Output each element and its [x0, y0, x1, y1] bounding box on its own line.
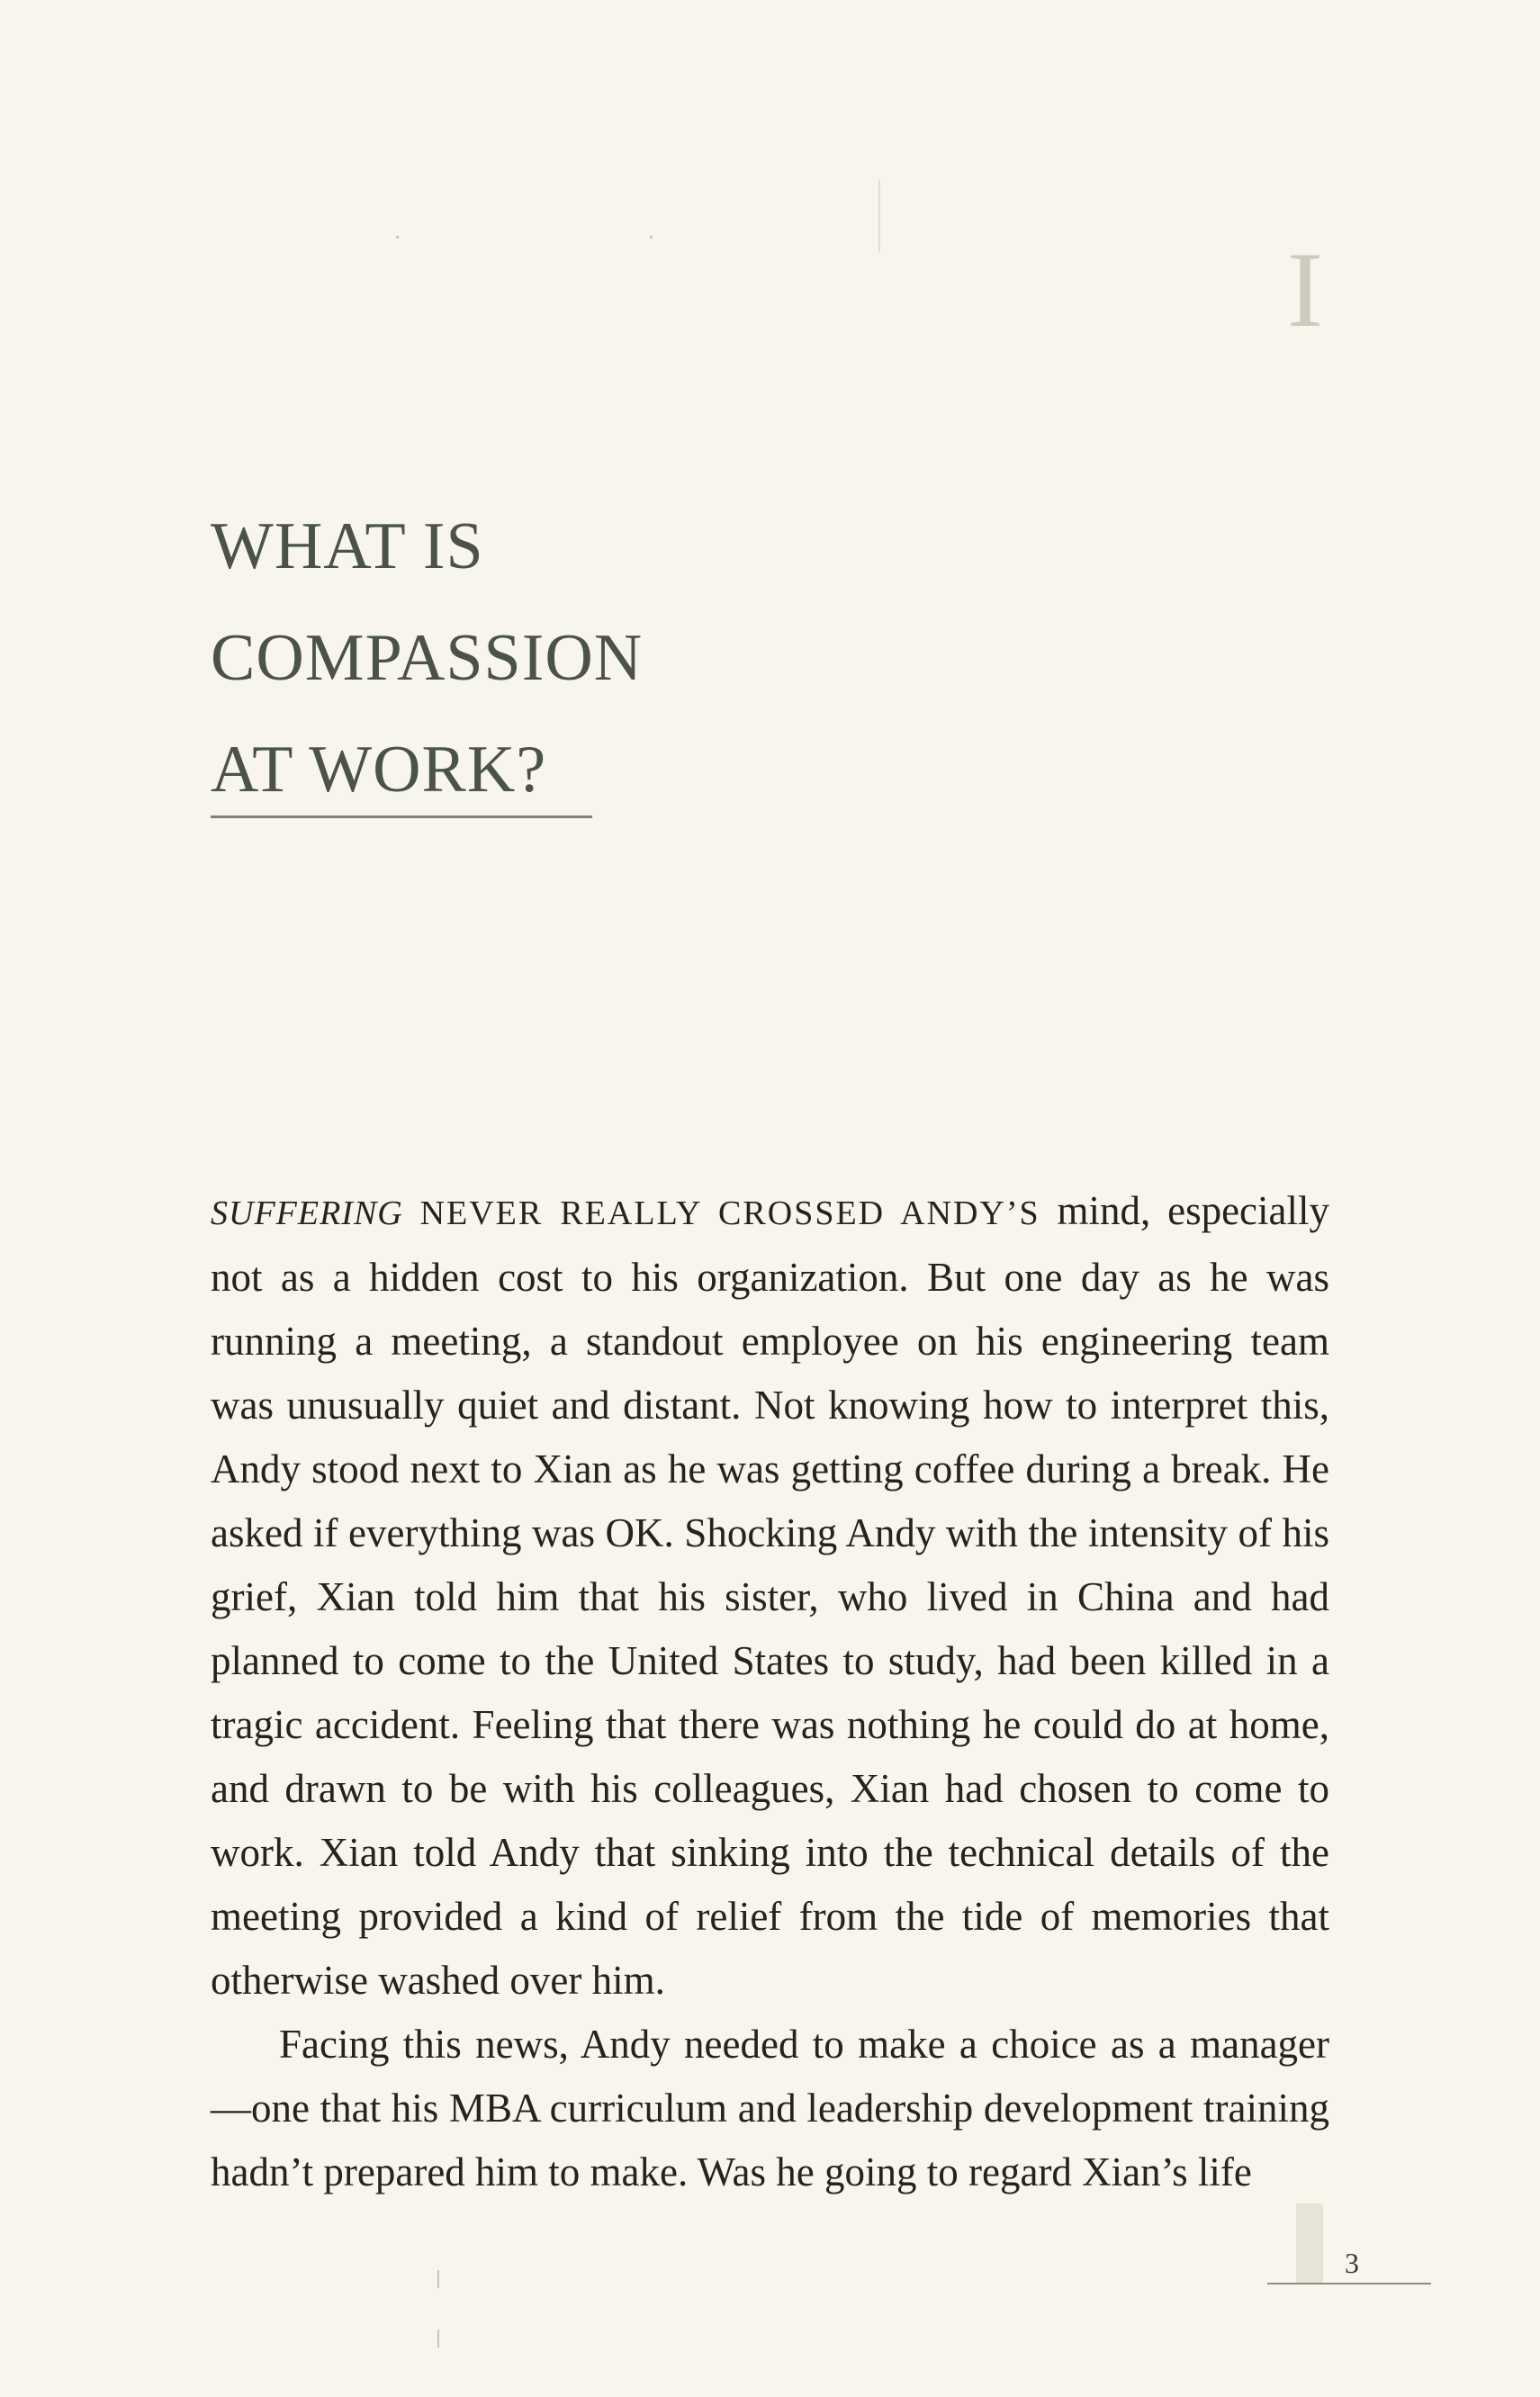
scan-speck [437, 2270, 439, 2288]
paragraph-1 [211, 1179, 1329, 2013]
chapter-title [211, 509, 841, 848]
folio-rule [1267, 2283, 1431, 2284]
scan-speck [396, 236, 399, 239]
chapter-number: I [1287, 230, 1323, 349]
scan-speck [878, 180, 880, 252]
page-number: 3 [1345, 2247, 1359, 2279]
scan-speck [437, 2329, 439, 2347]
scan-speck [650, 236, 653, 239]
chapter-title-line-3: AT WORK? [211, 733, 547, 807]
folio-mark [1296, 2203, 1323, 2283]
paragraph-1-text: mind, especially not as a hidden cost to his organization. But one day as he was running a meeting, a standout employee on his engineering team was unusually quiet and distant. Not knowing how to interpret this, Andy stood next to Xian as he was getting coffee during a break. He asked if everything was OK. Shocking Andy with the intensity of his grief, Xian told him that his sister, who lived in China and had planned to come to the United States to study, had been killed in a tragic accident. Feeling that there was nothing he could do at home, and drawn to be with his colleagues, Xian had chosen to come to work. Xian told Andy that sinking into the technical details of the meeting provided a kind of relief from the tide of memories that otherwise washed over him. [211, 1188, 1330, 2003]
body-text [211, 1179, 1329, 2204]
chapter-title-line-2: COMPASSION [211, 621, 644, 695]
paragraph-2: Facing this news, Andy needed to make a choice as a manager—one that his MBA curriculum and leadership development training hadn’t prepared him to make. Was he going to regard Xian’s life [211, 2022, 1329, 2194]
title-underline [211, 816, 592, 818]
lead-in-small-caps: NEVER REALLY CROSSED ANDY’S [419, 1194, 1040, 1232]
chapter-title-line-1: WHAT IS [211, 509, 484, 583]
lead-in-italic: SUFFERING [211, 1194, 403, 1232]
